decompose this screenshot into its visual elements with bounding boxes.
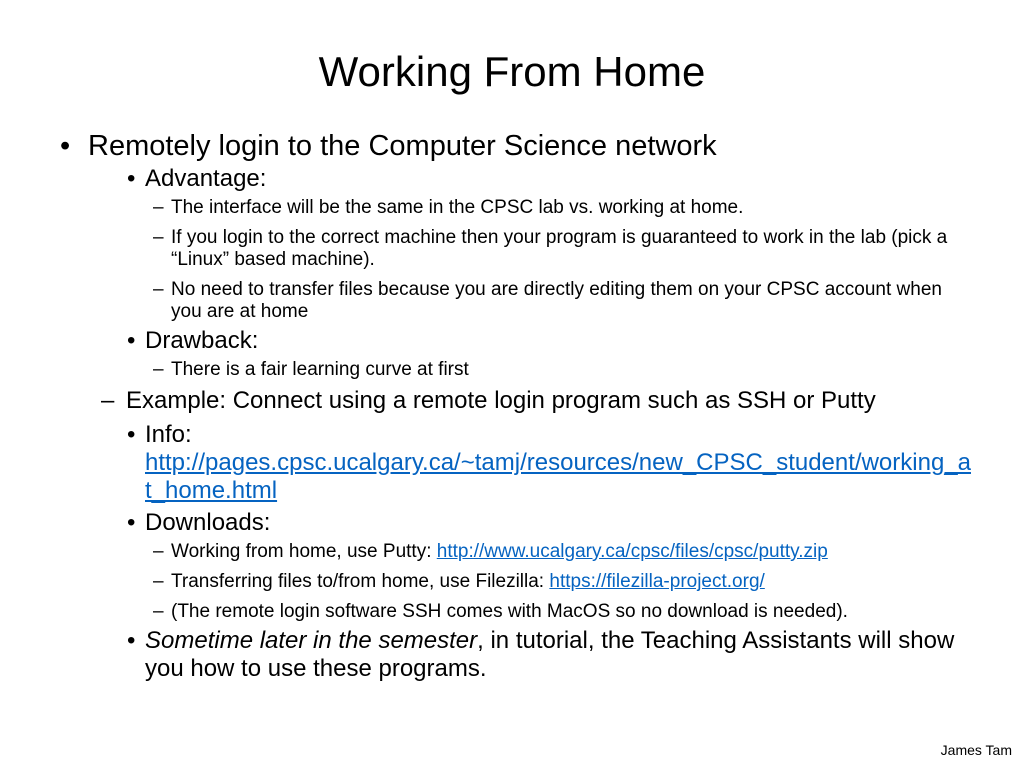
bullet-marker: • — [127, 165, 136, 192]
bullet-later — [0, 627, 975, 683]
item-text: If you login to the correct machine then your program is guaranteed to work in the lab (pick a “Linux” based machine). — [171, 227, 948, 270]
bullet-advantage — [0, 165, 975, 193]
bullet-marker: • — [127, 627, 136, 654]
item-text: (The remote login software SSH comes with MacOS so no download is needed). — [171, 601, 848, 622]
dash-marker: – — [153, 541, 164, 562]
bullet-downloads — [0, 509, 975, 537]
download-item-ssh-note — [0, 601, 971, 623]
dash-marker: – — [153, 601, 164, 622]
slide-content — [0, 128, 1024, 683]
download-item-filezilla — [0, 571, 971, 593]
dash-marker: – — [153, 571, 164, 592]
slide-title: Working From Home — [318, 48, 706, 95]
later-rest-text: , in tutorial, the Teaching Assistants will show you how to use these programs. — [145, 627, 955, 682]
advantage-item-2 — [0, 227, 971, 271]
example-item — [0, 387, 976, 415]
bullet-marker: • — [127, 327, 136, 354]
dash-marker: – — [101, 387, 115, 414]
item-text: The interface will be the same in the CPSC lab vs. working at home. — [171, 197, 744, 218]
bullet-marker: • — [60, 130, 71, 162]
dash-marker: – — [153, 359, 164, 380]
item-text: There is a fair learning curve at first — [171, 359, 469, 380]
bullet-marker: • — [127, 421, 136, 448]
putty-link[interactable]: http://www.ucalgary.ca/cpsc/files/cpsc/putty.zip — [436, 541, 828, 562]
download-item-putty — [0, 541, 971, 563]
later-italic-text: Sometime later in the semester — [145, 627, 478, 654]
item-text: Working from home, use Putty: — [171, 541, 437, 562]
item-text: No need to transfer files because you are directly editing them on your CPSC account when you are at home — [171, 279, 942, 322]
bullet-text: Advantage: — [145, 165, 267, 192]
dash-marker: – — [153, 197, 164, 218]
dash-marker: – — [153, 279, 164, 300]
dash-marker: – — [153, 227, 164, 248]
bullet-text: Drawback: — [145, 327, 259, 354]
advantage-item-1 — [0, 197, 971, 219]
bullet-drawback — [0, 327, 975, 355]
filezilla-link[interactable]: https://filezilla-project.org/ — [549, 571, 765, 592]
drawback-item-1 — [0, 359, 971, 381]
item-text: Transferring files to/from home, use Filezilla: — [171, 571, 550, 592]
bullet-info — [0, 421, 975, 505]
footer-author: James Tam — [940, 742, 1012, 758]
bullet-remote-login — [0, 128, 968, 165]
bullet-text: Remotely login to the Computer Science network — [88, 130, 717, 162]
bullet-text: Info: — [145, 421, 192, 448]
advantage-item-3 — [0, 279, 971, 323]
item-text: Example: Connect using a remote login program such as SSH or Putty — [126, 387, 876, 414]
bullet-text: Downloads: — [145, 509, 271, 536]
bullet-marker: • — [127, 509, 136, 536]
info-link[interactable]: http://pages.cpsc.ucalgary.ca/~tamj/resources/new_CPSC_student/working_at_home.html — [145, 449, 971, 504]
